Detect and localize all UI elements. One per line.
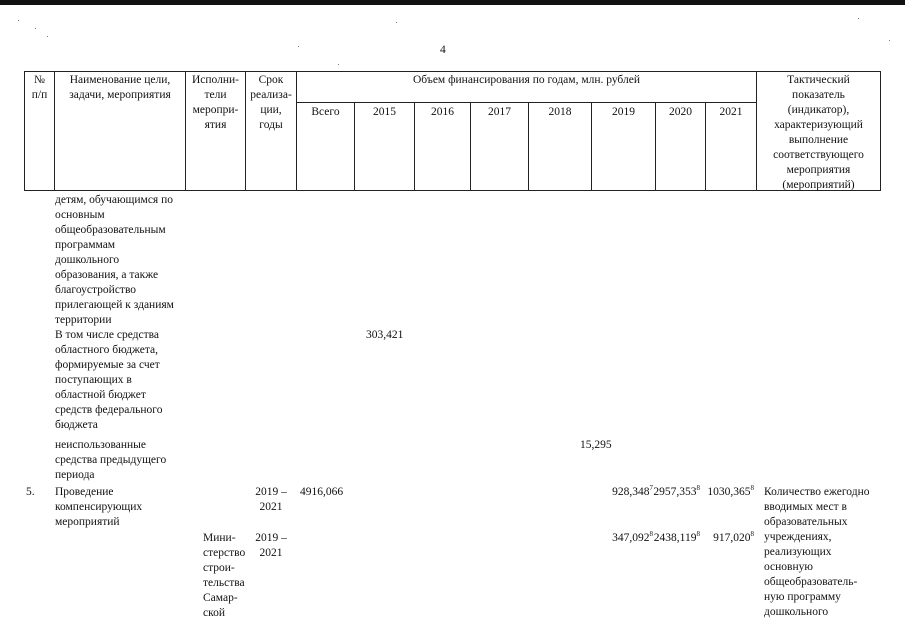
header-col-term: Срок реализа- ции, годы (250, 74, 292, 131)
row5-2019-value: 347,092$^8$ (612, 530, 653, 544)
row5-executor: Мини- стерство строи- тельства Самар- ской (203, 532, 246, 619)
row5-2021-value: 917,020$^8$ (713, 530, 754, 544)
row4-indicator: Количество ежегодно вводимых мест в образовательных учреждениях, реализующих основную общеобразователь- ную программу дошкольного (764, 486, 870, 618)
header-col-name: Наименование цели, задачи, мероприятия (69, 74, 171, 101)
row5-2020-value: 2438,119$^8$ (653, 530, 700, 544)
footnote-mark: 8 (750, 484, 754, 493)
col-border (880, 71, 881, 191)
row4-2020-value: 2957,353$^8$ (653, 484, 700, 498)
row5-term: 2019 – 2021 (255, 532, 287, 559)
row4-name: Проведение компенсирующих мероприятий (55, 486, 143, 528)
footnote-mark: 7 (649, 484, 653, 493)
scan-speck (338, 64, 339, 65)
header-year-2021: 2021 (719, 106, 743, 118)
col-border (296, 71, 297, 191)
row1-name: детям, обучающимся по основным общеобразовательным программам дошкольного образования, а также благоустройство прилегающей к зданиям территории (55, 194, 174, 326)
scan-speck (47, 36, 48, 37)
header-year-2017: 2017 (488, 106, 511, 118)
page-number: 4 (440, 44, 446, 56)
row3-name: неиспользованные средства предыдущего периода (55, 439, 167, 481)
row4-2019-value: 928,348$^7$ (612, 484, 653, 498)
scan-speck (18, 20, 19, 21)
row2-2015-value: 303,421 (366, 329, 404, 341)
scan-speck (298, 46, 299, 47)
top-border-bar (0, 0, 905, 5)
years-row-border (296, 102, 756, 103)
header-year-2015: 2015 (373, 106, 396, 118)
header-col-financing: Объем финансирования по годам, млн. рублей (413, 74, 640, 86)
table-top-border (24, 71, 880, 72)
header-col-indicator: Тактический показатель (индикатор), характеризующий выполнение соответствующего мероприятия (мероприятий) (773, 74, 864, 191)
header-col-executors: Исполни- тели меропри- ятия (191, 74, 240, 131)
row2-name: В том числе средства областного бюджета, формируемые за счет поступающих в областной бюджет средств федерального бюджета (55, 329, 163, 431)
scan-speck (858, 18, 859, 19)
header-col-num: № п/п (31, 74, 48, 101)
footnote-mark: 8 (696, 484, 700, 493)
header-year-2019: 2019 (612, 106, 635, 118)
header-year-2020: 2020 (669, 106, 692, 118)
header-bottom-border (24, 190, 880, 191)
footnote-mark: 8 (696, 530, 700, 539)
header-year-2018: 2018 (548, 106, 572, 118)
row4-total: 4916,066 (300, 486, 344, 498)
scan-speck (396, 22, 397, 23)
row3-2019-value: 15,295 (580, 439, 612, 451)
row4-2021-value: 1030,365$^8$ (707, 484, 754, 498)
header-col-total: Всего (311, 106, 340, 118)
header-year-2016: 2016 (431, 106, 454, 118)
scan-speck (35, 28, 36, 29)
row4-term: 2019 – 2021 (255, 486, 287, 513)
scan-speck (889, 40, 890, 41)
row4-number: 5. (26, 486, 35, 498)
footnote-mark: 8 (649, 530, 653, 539)
footnote-mark: 8 (750, 530, 754, 539)
